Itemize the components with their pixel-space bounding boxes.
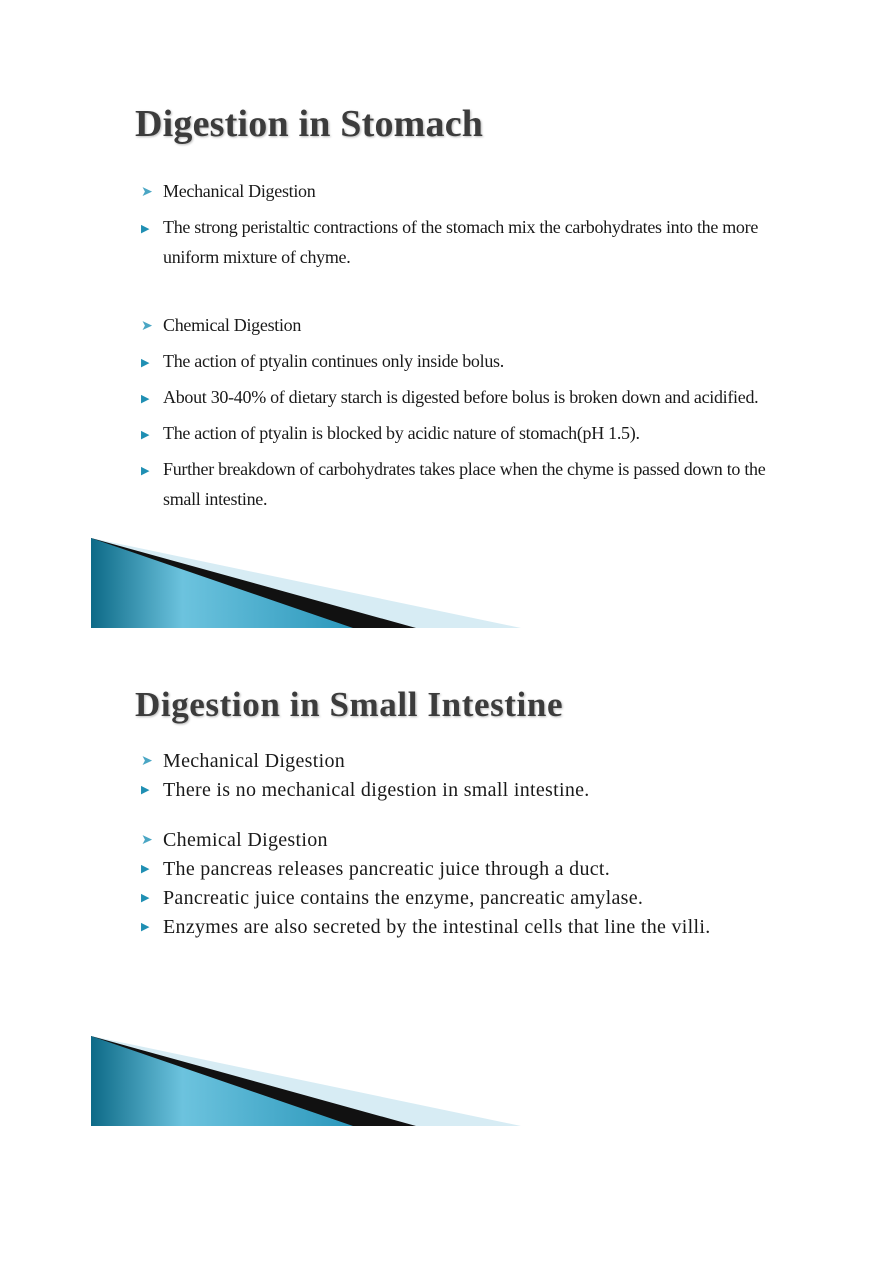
- list-item-text: There is no mechanical digestion in small intestine.: [163, 779, 590, 801]
- list-item: [139, 212, 791, 272]
- list-item-text: About 30-40% of dietary starch is digested before bolus is broken down and acidified.: [163, 387, 759, 407]
- section-heading: [139, 310, 791, 340]
- list-item-text: The pancreas releases pancreatic juice through a duct.: [163, 858, 611, 880]
- list-item-text: The action of ptyalin is blocked by acidic nature of stomach(pH 1.5).: [163, 423, 640, 443]
- arrow-bullet-icon: ➤: [141, 754, 154, 769]
- list-item-text: Pancreatic juice contains the enzyme, pancreatic amylase.: [163, 887, 644, 909]
- triangle-bullet-icon: ▶: [141, 892, 150, 904]
- triangle-bullet-icon: ▶: [141, 921, 150, 933]
- list-item-text: The action of ptyalin continues only inside bolus.: [163, 351, 504, 371]
- section-spacer: [139, 809, 791, 830]
- list-item: [139, 859, 791, 880]
- triangle-bullet-icon: ▶: [141, 393, 150, 405]
- arrow-bullet-icon: ➤: [141, 833, 154, 848]
- arrow-bullet-icon: ➤: [141, 319, 153, 334]
- arrow-bullet-icon: ➤: [141, 185, 153, 200]
- triangle-bullet-icon: ▶: [141, 465, 150, 477]
- list-item: [139, 382, 791, 412]
- triangle-bullet-icon: ▶: [141, 429, 150, 441]
- slide-content: [139, 751, 791, 946]
- list-item: [139, 888, 791, 909]
- slide-corner-decoration: [91, 1036, 521, 1126]
- triangle-bullet-icon: ▶: [141, 863, 150, 875]
- list-item: [139, 346, 791, 376]
- section-spacer: [139, 278, 791, 310]
- list-item-text: Enzymes are also secreted by the intestinal cells that line the villi.: [163, 916, 711, 938]
- list-item-text: Further breakdown of carbohydrates takes place when the chyme is passed down to the small intestine.: [163, 459, 766, 509]
- slide-title: Digestion in Small Intestine: [135, 685, 564, 724]
- slide-stomach: [91, 88, 791, 628]
- section-heading-text: Chemical Digestion: [163, 829, 328, 851]
- triangle-bullet-icon: ▶: [141, 784, 150, 796]
- slide-title: Digestion in Stomach: [135, 103, 484, 145]
- list-item-text: The strong peristaltic contractions of the stomach mix the carbohydrates into the more uniform mixture of chyme.: [163, 217, 759, 267]
- section-heading: [139, 830, 791, 851]
- section-heading: [139, 176, 791, 206]
- list-item: [139, 917, 791, 938]
- slide-small-intestine: [91, 668, 791, 1126]
- triangle-bullet-icon: ▶: [141, 357, 150, 369]
- list-item: [139, 454, 791, 514]
- triangle-bullet-icon: ▶: [141, 223, 150, 235]
- list-item: [139, 780, 791, 801]
- section-heading: [139, 751, 791, 772]
- section-heading-text: Mechanical Digestion: [163, 750, 346, 772]
- section-heading-text: Chemical Digestion: [163, 315, 302, 335]
- section-heading-text: Mechanical Digestion: [163, 181, 316, 201]
- list-item: [139, 418, 791, 448]
- slide-corner-decoration: [91, 538, 521, 628]
- slide-content: [139, 176, 791, 520]
